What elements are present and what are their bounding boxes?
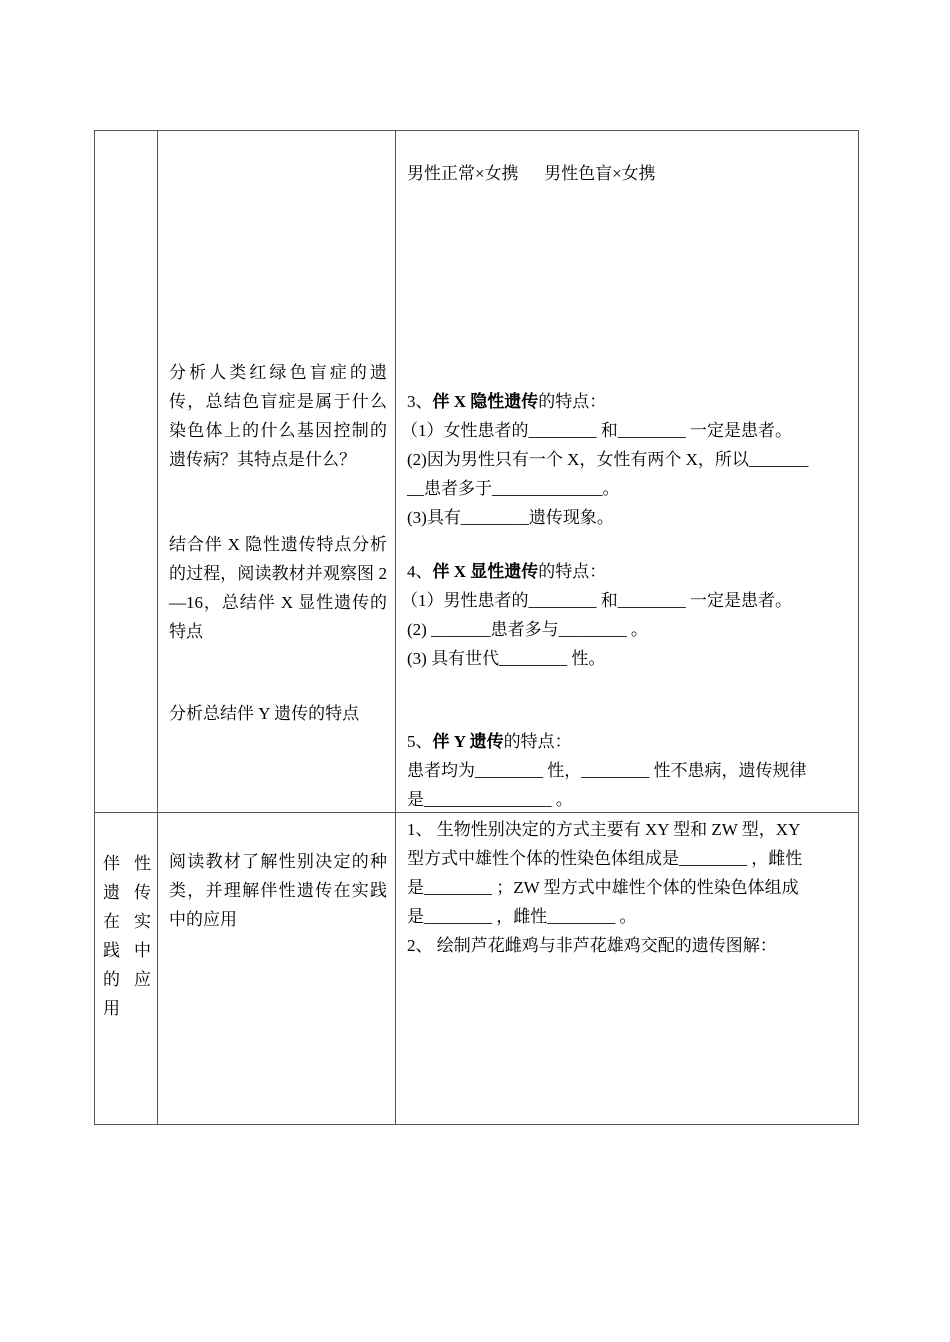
content-line: 型方式中雄性个体的性染色体组成是________ ，雌性 — [407, 849, 803, 868]
guide-cell — [158, 131, 396, 813]
content-cell — [396, 813, 859, 1125]
worksheet-table — [94, 130, 859, 1125]
sex-determination-content — [396, 813, 858, 960]
content-line: 2、 绘制芦花雌鸡与非芦花雄鸡交配的遗传图解： — [407, 936, 777, 955]
section-line: (2) _______患者多与________ 。 — [407, 620, 648, 639]
section-line: (3)具有________遗传现象。 — [407, 508, 614, 527]
section-line: (3) 具有世代________ 性。 — [407, 649, 606, 668]
guide-text-x-dominant: 结合伴 X 隐性遗传特点分析的过程，阅读教材并观察图 2—16，总结伴 X 显性遗传的特点 — [169, 535, 387, 641]
cross-line: 男性正常×女携 男性色盲×女携 — [407, 164, 656, 183]
guide-text-sex-determination: 阅读教材了解性别决定的种类，并理解伴性遗传在实践中的应用 — [169, 852, 387, 929]
content-line: 是________ ；ZW 型方式中雄性个体的性染色体组成 — [407, 878, 799, 897]
section-x-recessive — [401, 387, 809, 532]
guide-text-colorblind: 分析人类红绿色盲症的遗传，总结色盲症是属于什么染色体上的什么基因控制的遗传病？其特点是什么？ — [169, 363, 387, 469]
topic-cell — [95, 813, 158, 1125]
section-line: __患者多于_____________。 — [407, 479, 620, 498]
section-line: （1）男性患者的________ 和________ 一定是患者。 — [401, 591, 792, 610]
guide-cell — [158, 813, 396, 1125]
content-cell — [396, 131, 859, 813]
section-heading: 3、伴 X 隐性遗传的特点： — [407, 392, 607, 411]
section-line: （1）女性患者的________ 和________ 一定是患者。 — [401, 421, 792, 440]
section-x-dominant — [401, 557, 792, 673]
topic-label: 伴性遗传在实践中的应用 — [103, 854, 151, 1018]
section-heading: 4、伴 X 显性遗传的特点： — [407, 562, 607, 581]
table-row — [95, 131, 859, 813]
content-line: 1、 生物性别决定的方式主要有 XY 型和 ZW 型，XY — [407, 820, 801, 839]
section-line: 患者均为________ 性，________ 性不患病，遗传规律 — [407, 761, 807, 780]
section-y-linked — [407, 727, 807, 814]
content-line: 是________ ，雌性________ 。 — [407, 907, 637, 926]
table-row — [95, 813, 859, 1125]
section-line: 是_______________ 。 — [407, 790, 573, 809]
topic-cell — [95, 131, 158, 813]
guide-text-y-linked: 分析总结伴 Y 遗传的特点 — [169, 704, 360, 723]
section-line: (2)因为男性只有一个 X，女性有两个 X，所以_______ — [407, 450, 809, 469]
section-heading: 5、伴 Y 遗传的特点： — [407, 732, 572, 751]
